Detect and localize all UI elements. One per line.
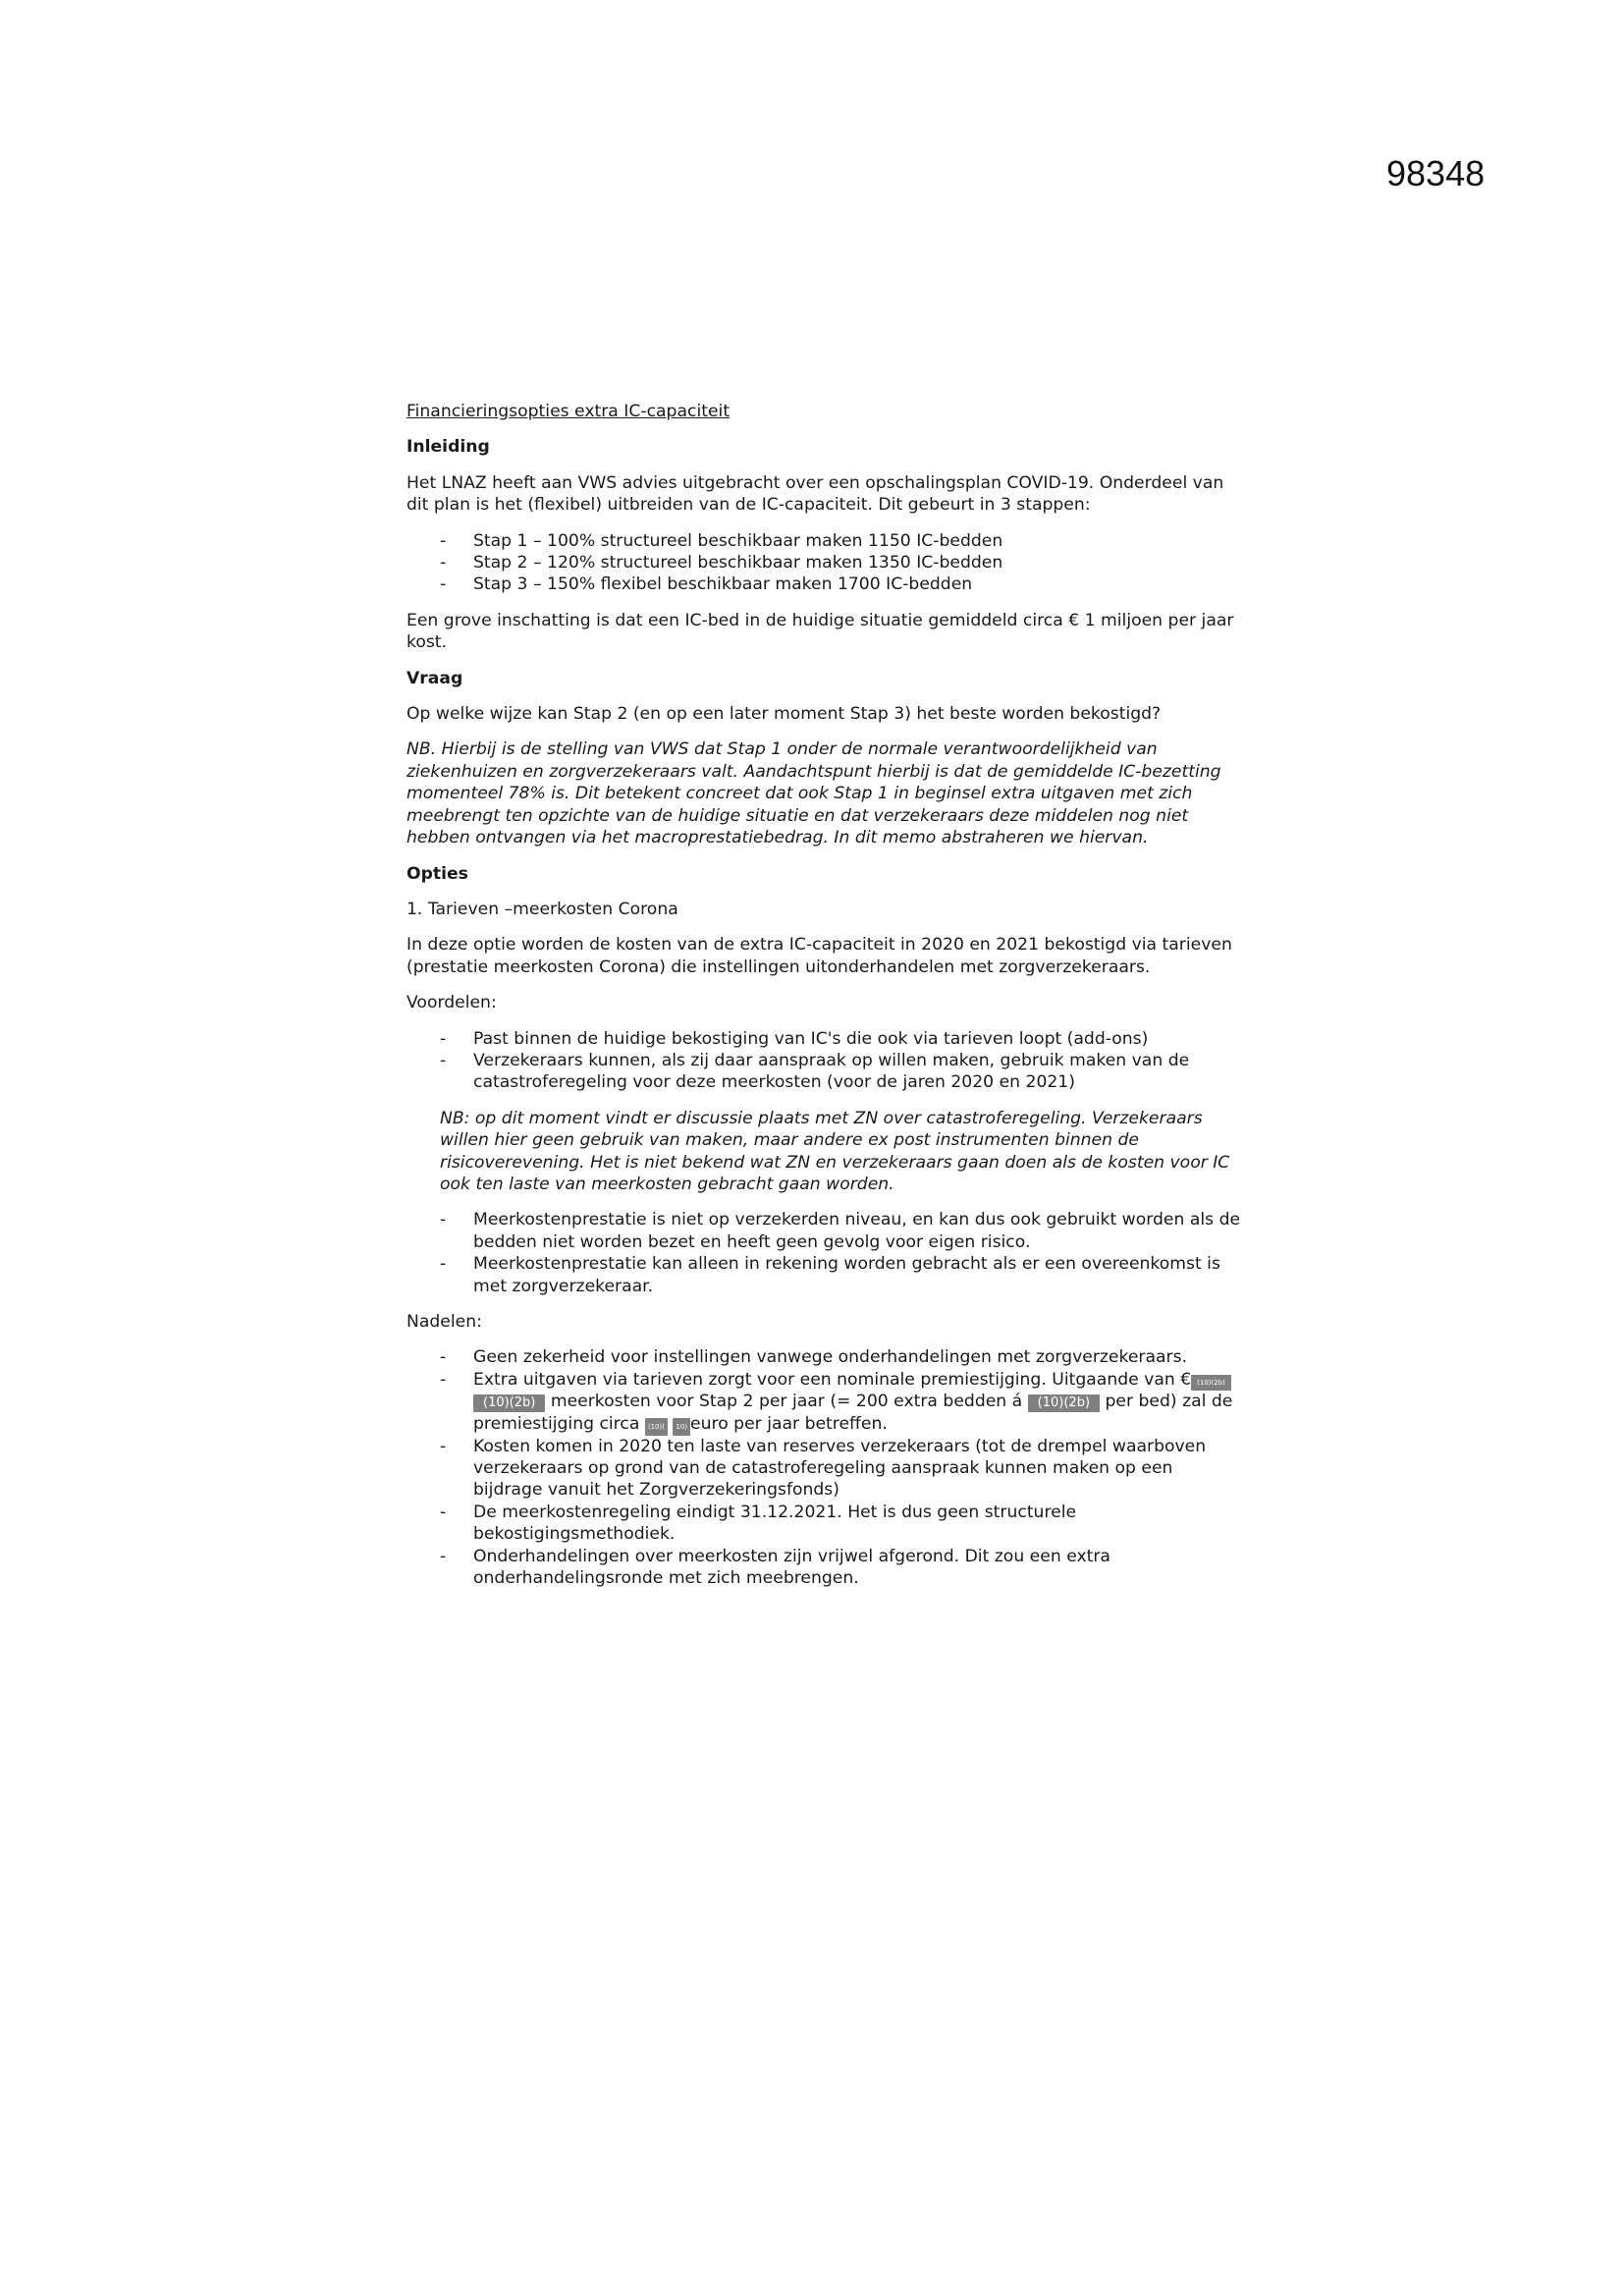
list-item: - Stap 3 – 150% flexibel beschikbaar maken 1700 IC-bedden	[440, 574, 1247, 595]
voordelen-note: NB: op dit moment vindt er discussie plaats met ZN over catastroferegeling. Verzekeraars willen hier geen gebruik van maken, maar andere ex post instrumenten binnen de risicoverevening. Het is niet bekend wat ZN en verzekeraars gaan doen als de kosten voor IC ook ten laste van meerkosten gebracht gaan worden.	[440, 1108, 1230, 1194]
premium-text-1: Extra uitgaven via tarieven zorgt voor een nominale premiestijging. Uitgaande van €	[473, 1369, 1192, 1390]
memo-body	[406, 401, 1247, 1603]
premium-text-4: euro per jaar betreffen.	[690, 1413, 888, 1434]
list-item: - Geen zekerheid voor instellingen vanwege onderhandelingen met zorgverzekeraars.	[440, 1346, 1247, 1368]
redaction-box: 10)	[673, 1418, 690, 1436]
premium-text-3: per bed) zal de premiestijging circa	[473, 1392, 1233, 1434]
heading-vraag: Vraag	[406, 668, 463, 688]
option1-description: In deze optie worden de kosten van de extra IC-capaciteit in 2020 en 2021 bekostigd via tarieven (prestatie meerkosten Corona) die instellingen uitonderhandelen met zorgverzekeraars.	[406, 935, 1232, 977]
vraag-note: NB. Hierbij is de stelling van VWS dat Stap 1 onder de normale verantwoordelijkheid van ziekenhuizen en zorgverzekeraars valt. Aandachtspunt hierbij is dat de gemiddelde IC-bezetting momenteel 78% is. Dit betekent concreet dat ook Stap 1 in beginsel extra uitgaven met zich meebrengt ten opzichte van de huidige situatie en dat verzekeraars deze middelen nog niet hebben ontvangen via het macroprestatiebedrag. In dit memo abstraheren we hiervan.	[406, 739, 1221, 848]
list-item: - Verzekeraars kunnen, als zij daar aanspraak op willen maken, gebruik maken van de catastroferegeling voor deze meerkosten (voor de jaren 2020 en 2021)	[440, 1050, 1247, 1094]
voordelen-more-list	[406, 1209, 1247, 1297]
list-item: - Meerkostenprestatie is niet op verzekerden niveau, en kan dus ook gebruikt worden als de bedden niet worden bezet en heeft geen gevolg voor eigen risico.	[440, 1209, 1247, 1253]
list-item: - Meerkostenprestatie kan alleen in rekening worden gebracht als er een overeenkomst is met zorgverzekeraar.	[440, 1253, 1247, 1297]
heading-opties: Opties	[406, 863, 468, 884]
steps-list	[406, 530, 1247, 596]
list-item: - Onderhandelingen over meerkosten zijn vrijwel afgerond. Dit zou een extra onderhandelingsronde met zich meebrengen.	[440, 1546, 1247, 1590]
redaction-box: (10)(2b)	[1191, 1375, 1231, 1391]
estimate-paragraph: Een grove inschatting is dat een IC-bed in de huidige situatie gemiddeld circa € 1 miljoen per jaar kost.	[406, 610, 1234, 653]
redaction-box: (10)(	[645, 1418, 668, 1436]
list-item: - Kosten komen in 2020 ten laste van reserves verzekeraars (tot de drempel waarboven verzekeraars op grond van de catastroferegeling aanspraak kunnen maken op een bijdrage vanuit het Zorgverzekeringsfonds)	[440, 1436, 1247, 1502]
redaction-box: (10)(2b)	[1028, 1394, 1100, 1412]
list-item: - De meerkostenregeling eindigt 31.12.2021. Het is dus geen structurele bekostigingsmethodiek.	[440, 1502, 1247, 1546]
list-item: - Past binnen de huidige bekostiging van IC's die ook via tarieven loopt (add-ons)	[440, 1028, 1247, 1050]
redaction-box: (10)(2b)	[473, 1394, 545, 1412]
list-item-premium	[440, 1369, 1247, 1436]
intro-paragraph: Het LNAZ heeft aan VWS advies uitgebracht over een opschalingsplan COVID-19. Onderdeel van dit plan is het (flexibel) uitbreiden van de IC-capaciteit. Dit gebeurt in 3 stappen:	[406, 472, 1224, 516]
memo-title: Financieringsopties extra IC-capaciteit	[406, 402, 731, 421]
voordelen-label: Voordelen:	[406, 993, 497, 1013]
nadelen-list	[406, 1346, 1247, 1589]
nadelen-label: Nadelen:	[406, 1312, 482, 1332]
premium-text-2: meerkosten voor Stap 2 per jaar (= 200 extra bedden á	[550, 1392, 1023, 1412]
heading-inleiding: Inleiding	[406, 437, 490, 458]
question-paragraph: Op welke wijze kan Stap 2 (en op een later moment Stap 3) het beste worden bekostigd?	[406, 704, 1162, 725]
list-item: - Stap 1 – 100% structureel beschikbaar maken 1150 IC-bedden	[440, 530, 1247, 552]
list-item: - Stap 2 – 120% structureel beschikbaar maken 1350 IC-bedden	[440, 552, 1247, 574]
document-number: 98348	[1386, 153, 1486, 193]
voordelen-list	[406, 1028, 1247, 1094]
option1-title: 1. Tarieven –meerkosten Corona	[406, 899, 678, 919]
